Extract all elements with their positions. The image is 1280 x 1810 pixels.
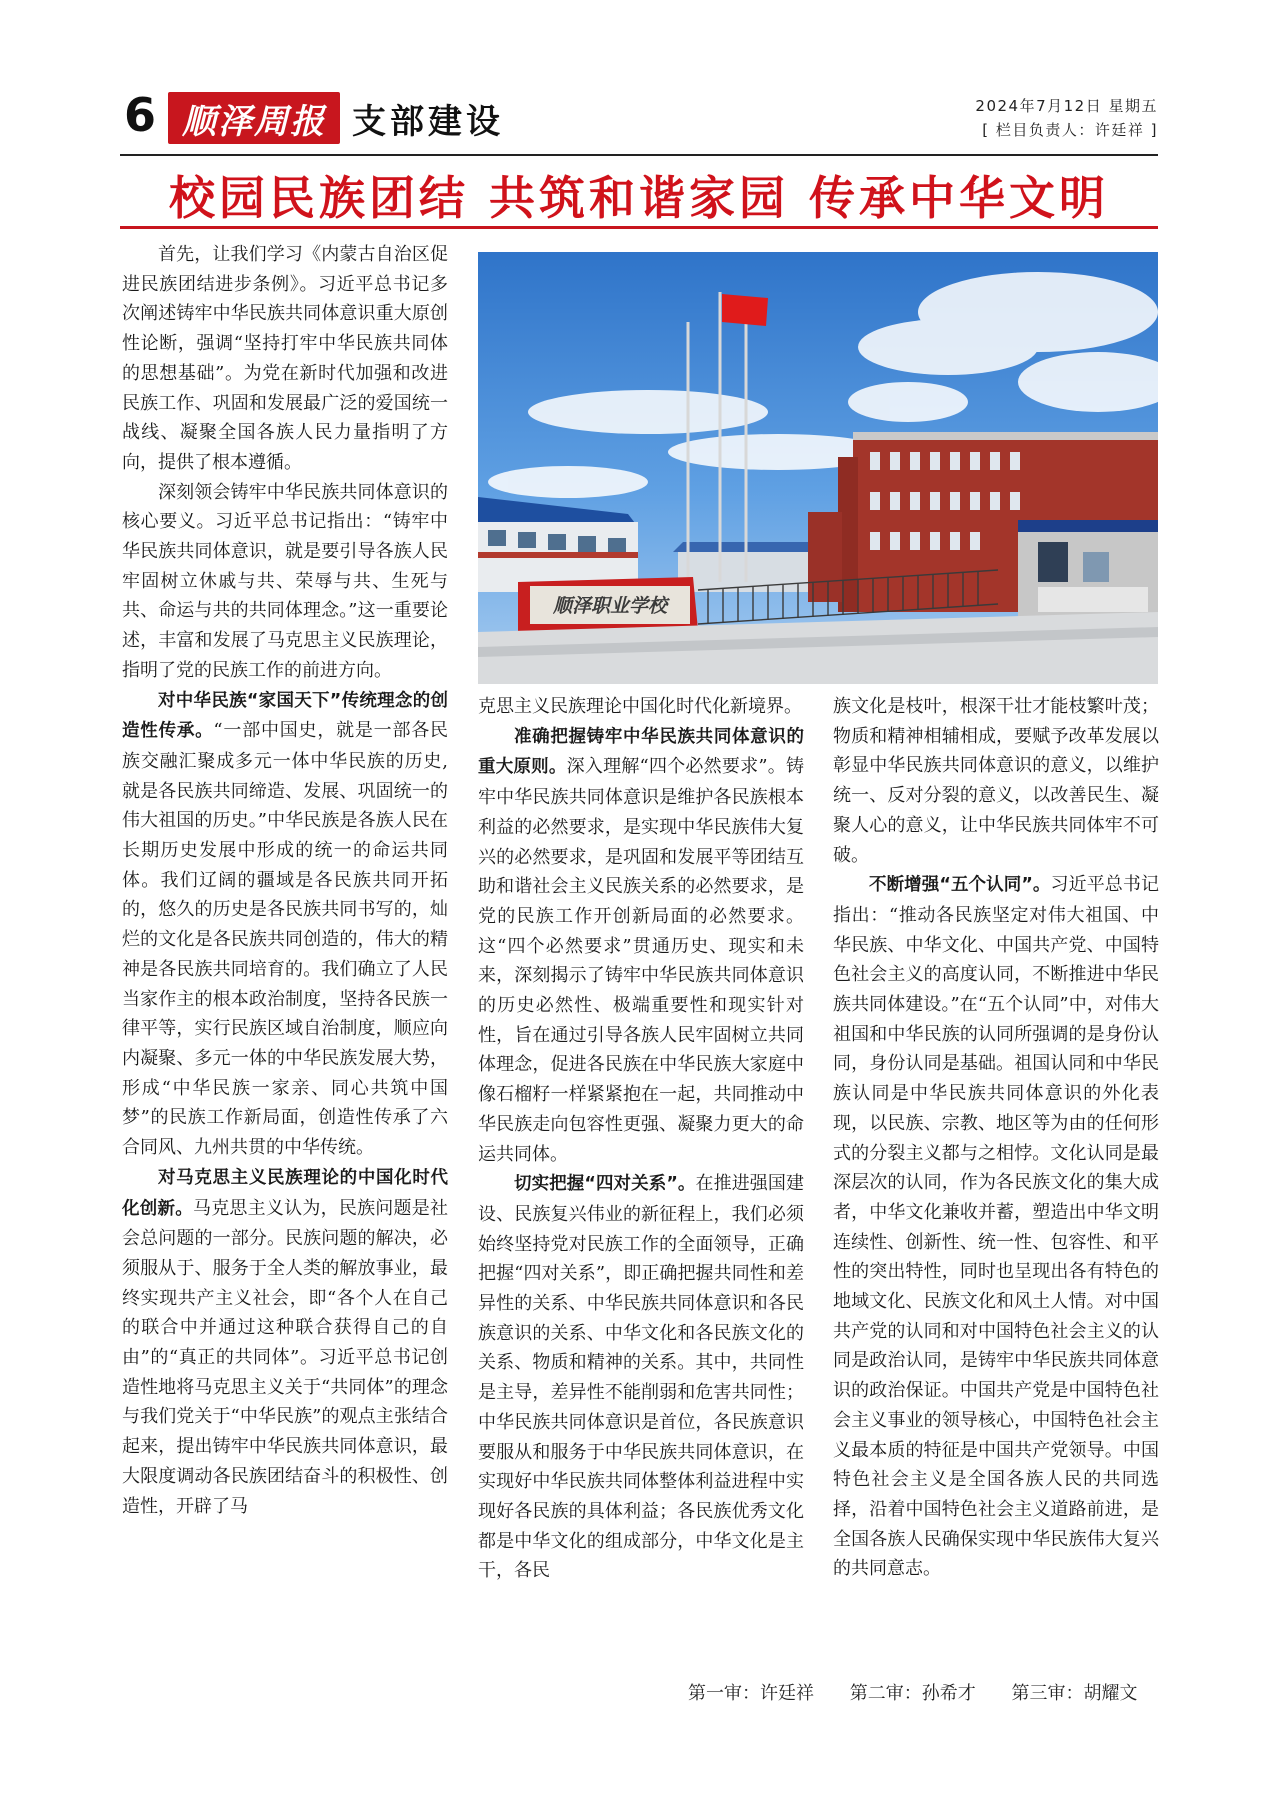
first-reviewer: 第一审：许廷祥	[688, 1683, 814, 1704]
paragraph	[122, 1163, 448, 1521]
issue-date: 2024年7月12日 星期五	[975, 97, 1158, 115]
subheading: 对中华民族“家国天下”传统理念的创造性传承。	[122, 690, 448, 742]
paragraph: 克思主义民族理论中国化时代化新境界。	[478, 696, 802, 717]
reviewers-line	[688, 1679, 1158, 1705]
third-reviewer: 第三审：胡耀文	[1011, 1683, 1138, 1704]
paragraph-text: “一部中国史，就是一部各民族交融汇聚成多元一体中华民族的历史,就是各民族共同缔造、发展、巩固统一的伟大祖国的历史。”中华民族是各族人民在长期历史发展中形成的统一的命运共同体。我们辽阔的疆域是各民族共同开拓的，悠久的历史是各民族共同书写的，灿烂的文化是各民族共同创造的，伟大的精神是各民族共同培育的。我们确立了人民当家作主的根本政治制度，坚持各民族一律平等，实行民族区域自治制度，顺应向内凝聚、多元一体的中华民族发展大势，形成“中华民族一家亲、同心共筑中国梦”的民族工作新局面，创造性传承了六合同风、九州共贯的中华传统。	[122, 720, 449, 1159]
school-sign-text: 顺泽职业学校	[552, 595, 668, 617]
second-reviewer: 第二审：孙希才	[849, 1683, 976, 1704]
page-number: 6	[124, 88, 157, 142]
paragraph: 深刻领会铸牢中华民族共同体意识的核心要义。习近平总书记指出：“铸牢中华民族共同体意识，就是要引导各族人民牢固树立休戚与共、荣辱与共、生死与共、命运与共的共同体理念。”这一重要论述，丰富和发展了马克思主义民族理论，指明了党的民族工作的前进方向。	[122, 481, 448, 681]
paragraph	[122, 686, 448, 1163]
article-column-2	[478, 692, 804, 1586]
paragraph: 族文化是枝叶，根深干壮才能枝繁叶茂；物质和精神相辅相成，要赋予改革发展以彰显中华民族共同体意识的意义，以维护统一、反对分裂的意义，以改善民生、凝聚人心的意义，让中华民族共同体牢不可破。	[833, 696, 1159, 866]
paragraph	[833, 870, 1159, 1584]
school-gate-photo	[478, 252, 1158, 684]
paragraph-text: 在推进强国建设、民族复兴伟业的新征程上，我们必须始终坚持党对民族工作的全面领导，正确把握“四对关系”，即正确把握共同性和差异性的关系、中华民族共同体意识和各民族意识的关系、中华文化和各民族文化的关系、物质和精神的关系。其中，共同性是主导，差异性不能削弱和危害共同性；中华民族共同体意识是首位，各民族意识要服从和服务于中华民族共同体意识，在实现好中华民族共同体整体利益进程中实现好各民族的具体利益；各民族优秀文化都是中华文化的组成部分，中华文化是主干，各民	[478, 1173, 804, 1582]
paragraph: 首先，让我们学习《内蒙古自治区促进民族团结进步条例》。习近平总书记多次阐述铸牢中华民族共同体意识重大原创性论断，强调“坚持打牢中华民族共同体的思想基础”。为党在新时代加强和改进民族工作、巩固和发展最广泛的爱国统一战线、凝聚全国各族人民力量指明了方向，提供了根本遵循。	[122, 244, 448, 473]
paragraph	[478, 722, 804, 1170]
national-flag	[722, 294, 768, 326]
subheading: 切实把握“四对关系”。	[514, 1174, 696, 1195]
headline: 校园民族团结 共筑和谐家园 传承中华文明	[168, 171, 1110, 225]
headline-rule	[120, 226, 1158, 229]
guard-booth	[1018, 520, 1158, 617]
school-gate-illustration	[478, 252, 1158, 684]
article-column-3	[833, 692, 1159, 1584]
paragraph-text: 深入理解“四个必然要求”。铸牢中华民族共同体意识是维护各民族根本利益的必然要求，是实现中华民族伟大复兴的必然要求，是巩固和发展平等团结互助和谐社会主义民族关系的必然要求，是党的民族工作开创新局面的必然要求。这“四个必然要求”贯通历史、现实和未来，深刻揭示了铸牢中华民族共同体意识的历史必然性、极端重要性和现实针对性，旨在通过引导各族人民牢固树立共同体理念，促进各民族在中华民族大家庭中像石榴籽一样紧紧抱在一起，共同推动中华民族走向包容性更强、凝聚力更大的命运共同体。	[478, 756, 805, 1165]
subheading: 不断增强“五个认同”。	[869, 875, 1051, 896]
subheading: 对马克思主义民族理论的中国化时代化创新。	[122, 1167, 448, 1219]
paragraph	[478, 1169, 804, 1586]
top-rule	[120, 154, 1158, 156]
column-editor: [ 栏目负责人：许廷祥 ]	[982, 121, 1158, 139]
subheading: 准确把握铸牢中华民族共同体意识的重大原则。	[478, 726, 804, 778]
section-title: 支部建设	[352, 102, 504, 142]
paper-logo: 顺泽周报	[168, 92, 340, 144]
paragraph-text: 马克思主义认为，民族问题是社会总问题的一部分。民族问题的解决，必须服从于、服务于全人类的解放事业，最终实现共产主义社会，即“各个人在自己的联合中并通过这种联合获得自己的自由”的“真正的共同体”。习近平总书记创造性地将马克思主义关于“共同体”的理念与我们党关于“中华民族”的观点主张结合起来，提出铸牢中华民族共同体意识，最大限度调动各民族团结奋斗的积极性、创造性，开辟了马	[122, 1197, 449, 1517]
issue-meta	[975, 94, 1158, 142]
article-column-1	[122, 240, 448, 1521]
paragraph-text: 习近平总书记指出：“推动各民族坚定对伟大祖国、中华民族、中华文化、中国共产党、中国特色社会主义的高度认同，不断推进中华民族共同体建设。”在“五个认同”中，对伟大祖国和中华民族的认同所强调的是身份认同，身份认同是基础。祖国认同和中华民族认同是中华民族共同体意识的外化表现，以民族、宗教、地区等为由的任何形式的分裂主义都与之相悖。文化认同是最深层次的认同，作为各民族文化的集大成者，中华文化兼收并蓄，塑造出中华文明连续性、创新性、统一性、包容性、和平性的突出特性，同时也呈现出各有特色的地域文化、民族文化和风土人情。对中国共产党的认同和对中国特色社会主义的认同是政治认同，是铸牢中华民族共同体意识的政治保证。中国共产党是中国特色社会主义事业的领导核心，中国特色社会主义最本质的特征是中国共产党领导。中国特色社会主义是全国各族人民的共同选择，沿着中国特色社会主义道路前进，是全国各族人民确保实现中华民族伟大复兴的共同意志。	[833, 874, 1159, 1580]
masthead	[120, 88, 1158, 152]
